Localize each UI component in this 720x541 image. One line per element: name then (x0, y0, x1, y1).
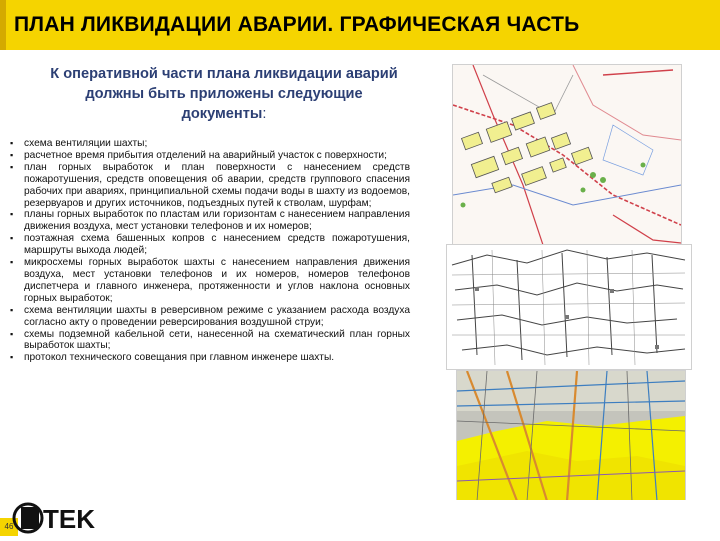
list-item-text: расчетное время прибытия отделений на аварийный участок с поверхности; (24, 149, 387, 161)
list-item (10, 352, 410, 364)
bullet-icon: ▪ (10, 257, 14, 268)
bullet-icon: ▪ (10, 304, 14, 315)
list-item-text: план горных выработок и план поверхности с нанесением средств пожаротушения, средств оповещения об аварии, средств группового спасения рабочих при авариях, принципиальной схемы подачи воды в шахту из водоемов, резервуаров и других источников, подъездных путей к стволам, шурфам; (24, 161, 410, 209)
intro-text (48, 64, 400, 124)
list-item-text: протокол технического совещания при главном инженере шахты. (24, 352, 335, 364)
surface-plan-image (452, 64, 682, 246)
mine-workings-drawing (447, 245, 691, 369)
bullet-icon: ▪ (10, 149, 14, 160)
list-item (10, 329, 410, 353)
list-item (10, 233, 410, 257)
bullet-icon: ▪ (10, 233, 14, 244)
bullet-icon: ▪ (10, 161, 14, 172)
header-bar (0, 0, 720, 50)
list-item (10, 209, 410, 233)
cable-network-image (456, 370, 686, 502)
dtek-logo-mark (12, 500, 112, 536)
list-item-text: микросхемы горных выработок шахты с нанесением направления движения воздуха, мест установки телефонов и их номеров, номеров телефонов диспетчера и главного инженера, протяженности и углов наклона основных горных выработок; (24, 257, 410, 304)
page-number: 46 (0, 518, 18, 536)
footer-area (113, 500, 720, 540)
header-accent (0, 0, 6, 50)
list-item (10, 257, 410, 305)
list-item-text: поэтажная схема башенных копров с нанесением средств пожаротушения, маршруты выхода людей; (24, 233, 410, 257)
list-item-text: планы горных выработок по пластам или горизонтам с нанесением направления движения воздуха, мест установки телефонов и их номеров; (24, 209, 410, 233)
cable-network-drawing (457, 371, 685, 501)
list-item (10, 150, 410, 162)
bullet-icon: ▪ (10, 352, 14, 363)
page-title: ПЛАН ЛИКВИДАЦИИ АВАРИИ. ГРАФИЧЕСКАЯ ЧАСТЬ (14, 13, 580, 36)
list-item-text: схема вентиляции шахты; (24, 138, 148, 149)
svg-text:TEK: TEK (43, 504, 95, 534)
list-item (10, 162, 410, 210)
documents-list (10, 138, 410, 364)
mine-workings-image (446, 244, 692, 370)
intro-bold: К оперативной части плана ликвидации аварий должны быть приложены следующие документы (50, 66, 398, 122)
list-item-text: схемы подземной кабельной сети, нанесенной на схематический план горных выработок шахты; (24, 328, 410, 352)
list-item-text: схема вентиляции шахты в реверсивном режиме с указанием расхода воздуха согласно акту о проведении реверсирования воздушной струи; (24, 304, 410, 328)
surface-plan-drawing (453, 65, 681, 245)
bullet-icon: ▪ (10, 138, 14, 148)
bullet-icon: ▪ (10, 328, 14, 339)
bullet-icon: ▪ (10, 209, 14, 220)
dtek-logo (12, 500, 112, 536)
list-item (10, 138, 410, 150)
intro-end: : (262, 106, 267, 122)
list-item (10, 305, 410, 329)
